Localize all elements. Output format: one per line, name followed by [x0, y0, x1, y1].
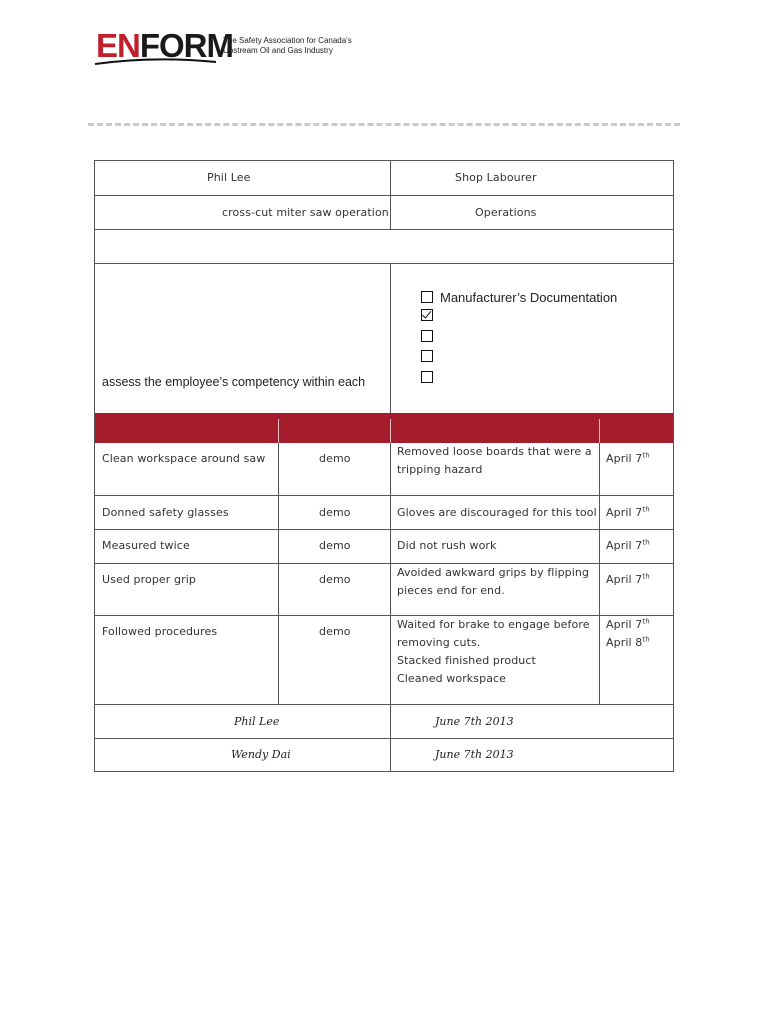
dashed-divider — [88, 123, 680, 126]
signoff-row — [95, 705, 673, 739]
column-divider — [599, 443, 600, 705]
comments-cell: Gloves are discouraged for this tool — [397, 506, 597, 519]
method-cell: demo — [319, 573, 351, 586]
method-cell: demo — [319, 452, 351, 465]
signoff-row — [95, 739, 673, 771]
date-cell: April 7th April 8th — [606, 617, 650, 649]
reference-label-1: Manufacturer’s Documentation — [440, 290, 618, 305]
reference-checkbox-1[interactable] — [421, 291, 433, 303]
logo-swoosh-icon — [93, 58, 218, 66]
comments-cell: Did not rush work — [397, 539, 497, 552]
table-row — [95, 530, 673, 564]
method-cell: demo — [319, 506, 351, 519]
table-row — [95, 443, 673, 496]
competency-form-table — [94, 160, 674, 772]
enform-logo — [93, 28, 353, 68]
comments-cell: Removed loose boards that were a tripping hazard — [397, 445, 592, 476]
table-row — [95, 496, 673, 530]
method-cell: demo — [319, 625, 351, 638]
method-cell: demo — [319, 539, 351, 552]
instructions-row — [95, 264, 673, 413]
date-cell: April 7th — [606, 505, 650, 519]
column-divider — [390, 443, 391, 771]
task-name: cross-cut miter saw operation — [222, 206, 389, 219]
skill-cell: Clean workspace around saw — [102, 452, 266, 465]
employee-position: Shop Labourer — [455, 171, 537, 184]
task-row — [95, 196, 673, 230]
band-divider — [390, 419, 391, 443]
reference-checkbox-4[interactable] — [421, 350, 433, 362]
band-divider — [599, 419, 600, 443]
reference-checkbox-2[interactable] — [421, 309, 433, 321]
logo-tagline: The Safety Association for Canada's Upstream Oil and Gas Industry — [223, 36, 352, 55]
reference-checkbox-5[interactable] — [421, 371, 433, 383]
date-cell: April 7th — [606, 572, 650, 586]
department-name: Operations — [475, 206, 537, 219]
column-divider — [278, 443, 279, 705]
employee-name: Phil Lee — [207, 171, 251, 184]
competency-header-band — [95, 413, 673, 443]
comments-cell: Avoided awkward grips by flipping pieces end for end. — [397, 566, 590, 597]
column-divider — [390, 161, 391, 230]
blank-row — [95, 230, 673, 264]
date-cell: April 7th — [606, 451, 650, 465]
table-row — [95, 564, 673, 616]
signature: Phil Lee — [234, 715, 280, 728]
logo-wordmark: ENFORM — [96, 27, 233, 64]
skill-cell: Measured twice — [102, 539, 190, 552]
comments-cell: Waited for brake to engage before removing cuts. Stacked finished product Cleaned workspace — [397, 618, 590, 685]
signoff-date: June 7th 2013 — [435, 748, 514, 761]
skill-cell: Followed procedures — [102, 625, 218, 638]
column-divider — [390, 264, 391, 413]
table-row — [95, 616, 673, 705]
band-divider — [278, 419, 279, 443]
skill-cell: Used proper grip — [102, 573, 196, 586]
skill-cell: Donned safety glasses — [102, 506, 229, 519]
employee-row — [95, 161, 673, 196]
signoff-date: June 7th 2013 — [435, 715, 514, 728]
signature: Wendy Dai — [231, 748, 291, 761]
instructions-text: assess the employee’s competency within each — [102, 375, 366, 389]
reference-checkbox-3[interactable] — [421, 330, 433, 342]
date-cell: April 7th — [606, 538, 650, 552]
